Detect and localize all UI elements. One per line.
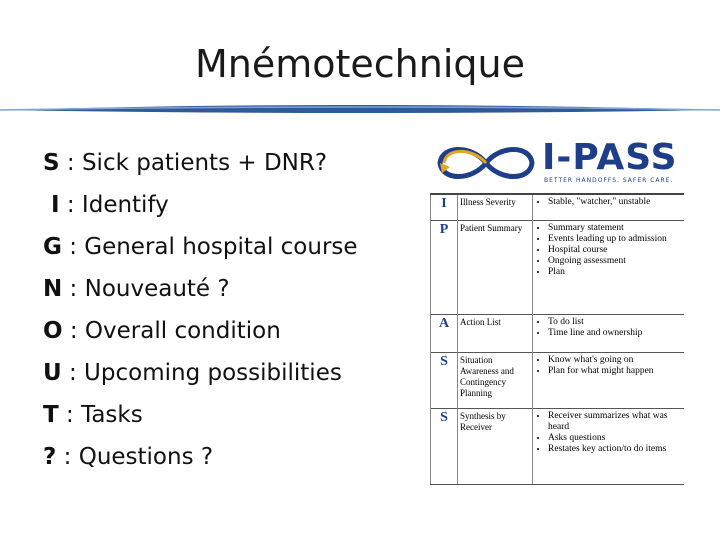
mnemonic-letter: U (43, 360, 62, 386)
mnemonic-letter: N (43, 276, 63, 302)
bullet-item: • Plan for what might happen (548, 366, 682, 377)
bullet-item: • Events leading up to admission (548, 234, 682, 245)
row-bullets (533, 194, 685, 220)
mnemonic-list (43, 142, 358, 478)
row-letter: I (431, 194, 458, 220)
bullet-item: • Hospital course (548, 245, 682, 256)
ipass-logo (430, 137, 684, 193)
mnemonic-item (43, 436, 358, 478)
row-bullets (533, 314, 685, 352)
table-row (431, 408, 685, 484)
row-letter: A (431, 314, 458, 352)
mnemonic-text: : Nouveauté ? (62, 276, 230, 302)
bullet-item: • Receiver summarizes what was heard (548, 411, 682, 433)
mnemonic-item (43, 352, 358, 394)
table-row (431, 352, 685, 408)
bullet-item: • Ongoing assessment (548, 256, 682, 267)
mnemonic-item (43, 184, 358, 226)
mnemonic-letter: S (43, 150, 60, 176)
bullet-item: • Summary statement (548, 223, 682, 234)
table-row (431, 314, 685, 352)
row-label: Action List (458, 314, 533, 352)
row-letter: S (431, 408, 458, 484)
mnemonic-text: : Identify (59, 192, 169, 218)
mnemonic-text: : General hospital course (61, 234, 358, 260)
table-row (431, 194, 685, 220)
mnemonic-item (43, 226, 358, 268)
ipass-tagline: BETTER HANDOFFS. SAFER CARE. (544, 177, 674, 184)
row-bullets (533, 408, 685, 484)
row-bullets (533, 352, 685, 408)
mnemonic-text: : Tasks (58, 402, 143, 428)
title-divider (0, 98, 720, 120)
bullet-item: • Asks questions (548, 433, 682, 444)
mnemonic-letter: ? (43, 444, 57, 470)
mnemonic-text: : Sick patients + DNR? (59, 150, 328, 176)
mnemonic-item (43, 310, 358, 352)
bullet-item: • Stable, "watcher," unstable (548, 197, 682, 208)
table-row (431, 220, 685, 314)
bullet-item: • Know what's going on (548, 355, 682, 366)
ipass-table (430, 193, 684, 485)
mnemonic-letter: T (43, 402, 59, 428)
row-letter: S (431, 352, 458, 408)
row-label: Situation Awareness and Contingency Planning (458, 352, 533, 408)
bullet-item: • Time line and ownership (548, 328, 682, 339)
mnemonic-text: : Questions ? (56, 444, 214, 470)
row-bullets (533, 220, 685, 314)
mnemonic-letter: G (43, 234, 62, 260)
ipass-wordmark: I-PASS (542, 137, 678, 178)
mnemonic-letter: O (43, 318, 63, 344)
row-letter: P (431, 220, 458, 314)
mnemonic-text: : Upcoming possibilities (61, 360, 342, 386)
row-label: Synthesis by Receiver (458, 408, 533, 484)
row-label: Illness Severity (458, 194, 533, 220)
mnemonic-item (43, 268, 358, 310)
infinity-loop-icon (432, 141, 540, 185)
mnemonic-item (43, 394, 358, 436)
mnemonic-item (43, 142, 358, 184)
bullet-item: • Plan (548, 267, 682, 278)
mnemonic-letter: I (51, 192, 60, 218)
ipass-figure (430, 137, 684, 495)
bullet-item: • Restates key action/to do items (548, 444, 682, 455)
mnemonic-text: : Overall condition (62, 318, 281, 344)
row-label: Patient Summary (458, 220, 533, 314)
slide-title: Mnémotechnique (195, 42, 525, 86)
bullet-item: • To do list (548, 317, 682, 328)
